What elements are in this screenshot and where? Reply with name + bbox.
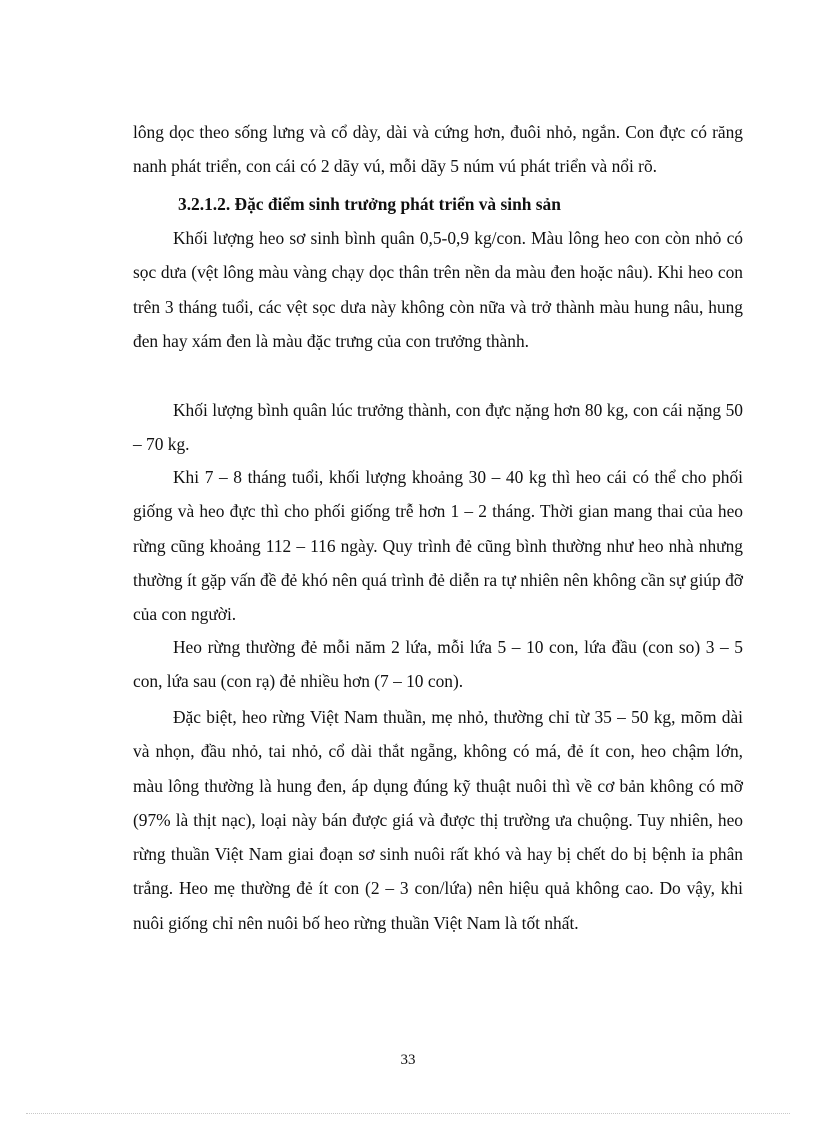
- paragraph-litters: Heo rừng thường đẻ mỗi năm 2 lứa, mỗi lứa 5 – 10 con, lứa đầu (con so) 3 – 5 con, lứa sau (con rạ) đẻ nhiều hơn (7 – 10 con).: [133, 637, 743, 692]
- paragraph-vietnam-pure: Đặc biệt, heo rừng Việt Nam thuần, mẹ nhỏ, thường chỉ từ 35 – 50 kg, mõm dài và nhọn, đầu nhỏ, tai nhỏ, cổ dài thắt ngẵng, không có má, đẻ ít con, heo chậm lớn, màu lông thường là hung đen, áp dụng đúng kỹ thuật nuôi thì về cơ bản không có mỡ (97% là thịt nạc), loại này bán được giá và được thị trường ưa chuộng. Tuy nhiên, heo rừng thuần Việt Nam giai đoạn sơ sinh nuôi rất khó và hay bị chết do bị bệnh ỉa phân trắng. Heo mẹ thường đẻ ít con (2 – 3 con/lứa) nên hiệu quả không cao. Do vậy, khi nuôi giống chỉ nên nuôi bố heo rừng thuần Việt Nam là tốt nhất.: [133, 707, 743, 933]
- section-heading: 3.2.1.2. Đặc điểm sinh trưởng phát triển và sinh sản: [178, 194, 561, 214]
- paragraph-adult-weight: Khối lượng bình quân lúc trưởng thành, con đực nặng hơn 80 kg, con cái nặng 50 – 70 kg.: [133, 400, 743, 455]
- page-number: 33: [400, 1052, 416, 1068]
- paragraph-birth-weight: Khối lượng heo sơ sinh bình quân 0,5-0,9 kg/con. Màu lông heo con còn nhỏ có sọc dưa (vệt lông màu vàng chạy dọc thân trên nền da màu đen hoặc nâu). Khi heo con trên 3 tháng tuổi, các vệt sọc dưa này không còn nữa và trở thành màu hung nâu, hung đen hay xám đen là màu đặc trưng của con trưởng thành.: [133, 228, 743, 351]
- paragraph-continued: lông dọc theo sống lưng và cổ dày, dài và cứng hơn, đuôi nhỏ, ngắn. Con đực có răng nanh phát triển, con cái có 2 dãy vú, mỗi dãy 5 núm vú phát triển và nổi rõ.: [133, 122, 743, 177]
- page-bottom-divider: [26, 1113, 790, 1114]
- paragraph-breeding: Khi 7 – 8 tháng tuổi, khối lượng khoảng 30 – 40 kg thì heo cái có thể cho phối giống và heo đực thì cho phối giống trễ hơn 1 – 2 tháng. Thời gian mang thai của heo rừng cũng khoảng 112 – 116 ngày. Quy trình đẻ cũng bình thường như heo nhà nhưng thường ít gặp vấn đề đẻ khó nên quá trình đẻ diễn ra tự nhiên nên không cần sự giúp đỡ của con người.: [133, 467, 743, 625]
